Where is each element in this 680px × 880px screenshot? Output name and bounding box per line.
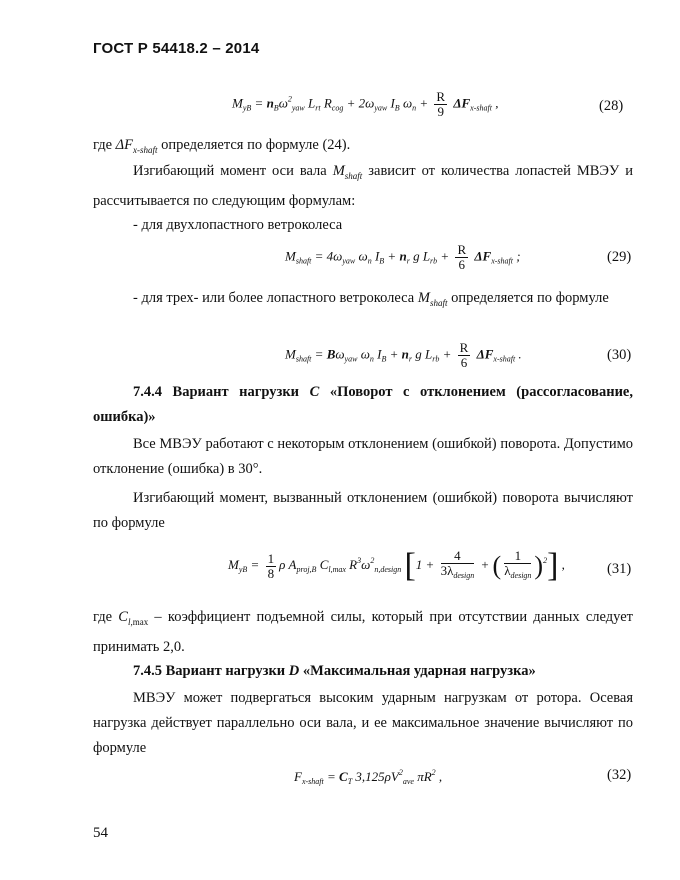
paragraph-three-blade: - для трех- или более лопастного ветроколеса $M_{shaft}$ определяется по формуле — [133, 290, 609, 308]
paragraph-two-blade: - для двухлопастного ветроколеса — [133, 217, 343, 233]
formula-29: $M_{shaft} = 4\omega_{yaw}$ $\omega_n$ $I_B + n_r$ g $L_{rb}$ + $\frac{R}{6}$ $\Delta F_{x-shaft}$ ; — [285, 242, 521, 272]
paragraph-all-mveu: Все МВЭУ работают с некоторым отклонением (ошибкой) поворота. Допустимо отклонение (ошибка) в 30°. — [93, 436, 633, 477]
heading-7-4-5: 7.4.5 Вариант нагрузки D «Максимальная ударная нагрузка» — [133, 663, 536, 679]
formula-28: $M_{yB} = n_B\omega^2_{yaw}$ $L_{rt}$ $R_{cog} + 2\omega_{yaw}$ $I_B$ $\omega_n$ + $\frac{R}{9}$ $\Delta F_{x-shaft}$ , — [232, 89, 499, 119]
formula-30: $M_{shaft} = B\omega_{yaw}$ $\omega_n$ $I_B + n_r$ g $L_{rb}$ + $\frac{R}{6}$ $\Delta F_{x-shaft}$ . — [285, 340, 522, 370]
formula-32: $F_{x-shaft} = C_T$ $3,125\rho V^2_{ave}$ $\pi R^2$ , — [294, 768, 443, 786]
formula-28-number: (28) — [599, 98, 624, 114]
paragraph-bending-error: Изгибающий момент, вызванный отклонением (ошибкой) поворота вычисляют по формуле — [93, 490, 633, 531]
heading-7-4-4: 7.4.4 Вариант нагрузки C «Поворот с отклонением (рассогласование, ошибка)» — [93, 384, 633, 425]
paragraph-mveu-impact: МВЭУ может подвергаться высоким ударным нагрузкам от ротора. Осевая нагрузка действует параллельно оси вала, и ее максимальное значение вычисляют по формуле — [93, 690, 633, 756]
paragraph-where-28: где $\Delta F_{x-shaft}$ определяется по формуле (24). — [93, 137, 351, 155]
formula-31-number: (31) — [607, 561, 632, 577]
paragraph-where-31: где $C_{l,max}$ – коэффициент подъемной силы, который при отсутствии данных следует принимать 2,0. — [93, 609, 633, 655]
page-header: ГОСТ Р 54418.2 – 2014 — [93, 40, 260, 57]
paragraph-bending-moment: Изгибающий момент оси вала $M_{shaft}$ зависит от количества лопастей МВЭУ и рассчитывается по следующим формулам: — [93, 163, 633, 209]
formula-32-number: (32) — [607, 767, 632, 783]
page-number: 54 — [93, 825, 108, 841]
formula-30-number: (30) — [607, 347, 632, 363]
formula-29-number: (29) — [607, 249, 632, 265]
formula-31: $M_{yB}$ = $\frac{1}{8}$ ρ $A_{proj,B}$ $C_{l,max}$ $R^3\omega^2_{n,design}$ [1 + $\frac{4}{3\lambda_{design}}$ + ( $\frac{1}{\lambda_{design}}$ )$^2$] , — [228, 547, 565, 584]
